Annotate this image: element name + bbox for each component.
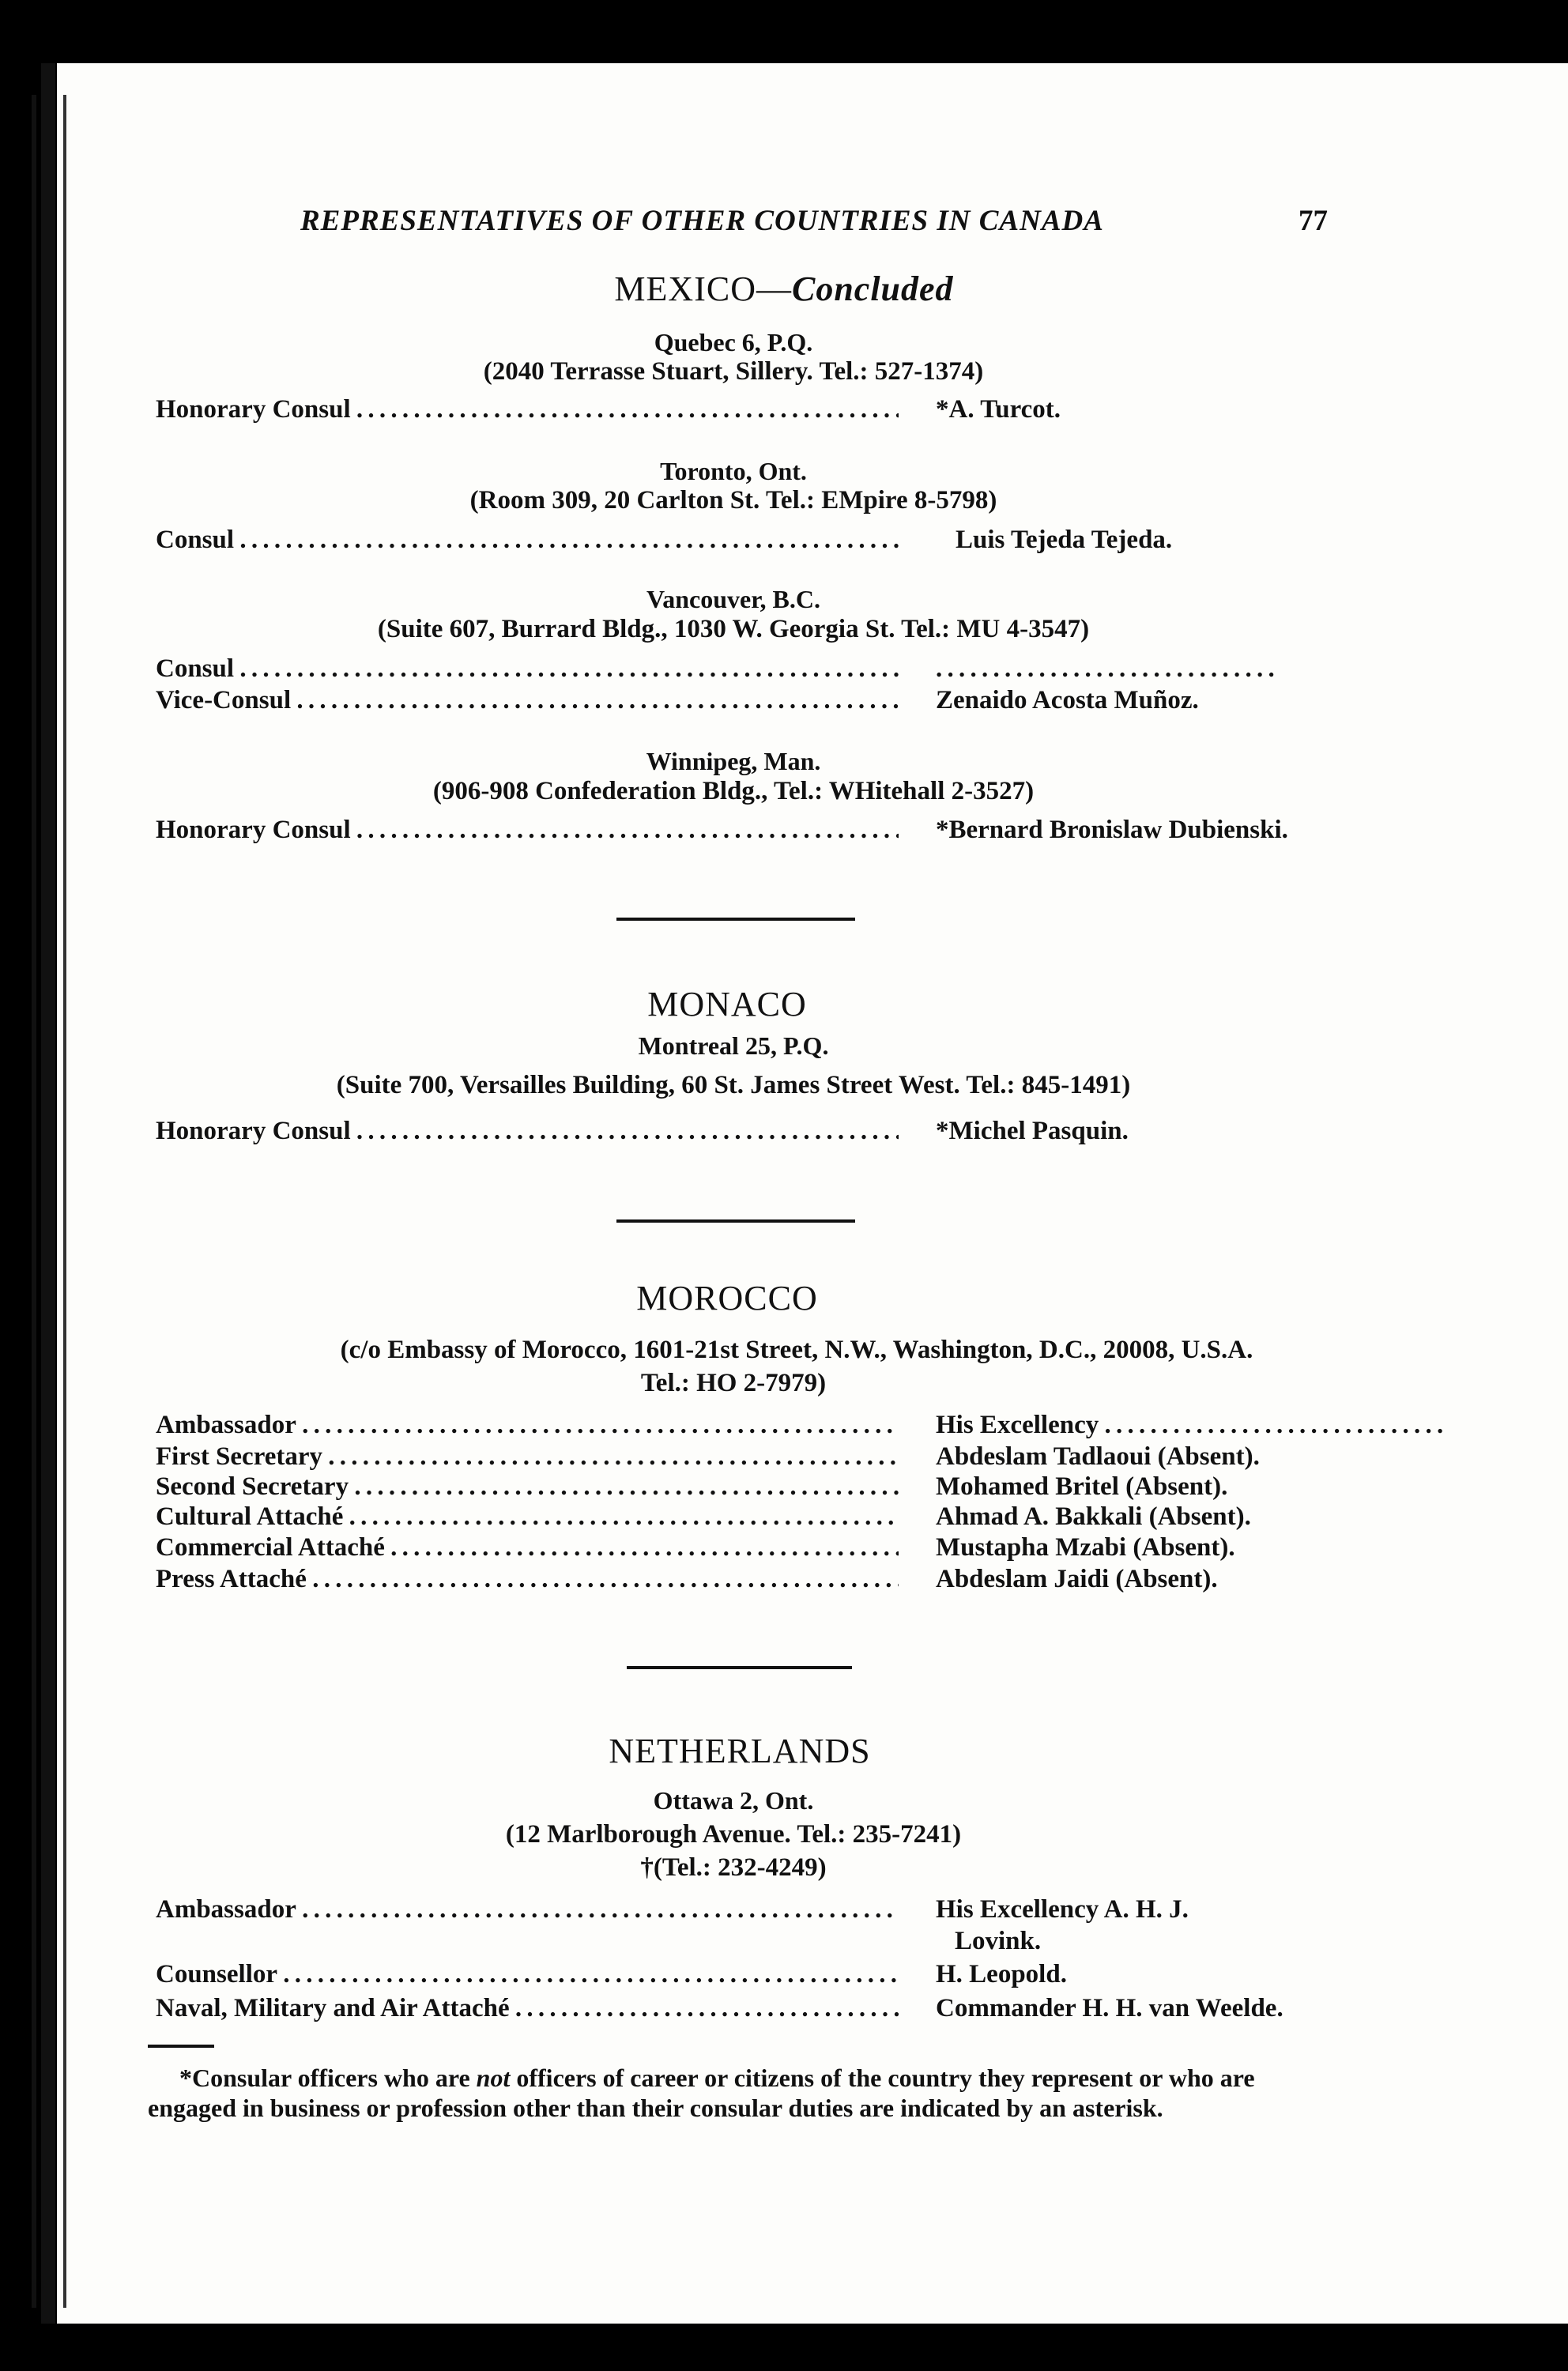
entry-role: Ambassador . . . — [156, 1411, 899, 1440]
entry-row — [156, 1502, 1333, 1534]
footnote-rule — [148, 2045, 214, 2048]
section-divider — [616, 918, 855, 921]
address-toronto: (Room 309, 20 Carlton St. Tel.: EMpire 8-5798) — [469, 486, 997, 515]
page-number: 77 — [1298, 205, 1328, 237]
entry-name: *Michel Pasquin. — [936, 1117, 1129, 1145]
scan-bottom-border — [0, 2324, 1568, 2371]
entry-row — [156, 526, 1333, 557]
entry-name-continued: Lovink. — [955, 1927, 1042, 1955]
section-divider — [627, 1666, 852, 1669]
entry-role: Counsellor . . . — [156, 1960, 899, 1989]
section-divider — [616, 1219, 855, 1223]
binding-edge — [32, 95, 36, 2308]
entry-row — [156, 1411, 1333, 1442]
entry-role: Commercial Attaché . . . — [156, 1533, 899, 1562]
address-vancouver: (Suite 607, Burrard Bldg., 1030 W. Georgia St. Tel.: MU 4-3547) — [377, 615, 1090, 643]
entry-name: Abdeslam Jaidi (Absent). — [936, 1565, 1218, 1593]
address-netherlands: (12 Marlborough Avenue. Tel.: 235-7241) — [505, 1820, 962, 1849]
entry-role: Honorary Consul . . . — [156, 395, 899, 424]
entry-row — [156, 654, 1333, 686]
entry-role: Honorary Consul . . . — [156, 816, 899, 845]
section-title-monaco: MONACO — [647, 985, 807, 1023]
entry-role: Honorary Consul . . . — [156, 1117, 899, 1146]
section-title-mexico — [0, 269, 1568, 309]
address-quebec: (2040 Terrasse Stuart, Sillery. Tel.: 527-1374) — [483, 357, 984, 386]
entry-row — [156, 1960, 1333, 1992]
entry-row — [156, 395, 1333, 427]
entry-role: Consul . . . — [156, 654, 899, 684]
city-toronto: Toronto, Ont. — [660, 457, 807, 485]
footnote-text-b: officers of career or citizens of the country they represent or who are engaged in business or profession other than their consular duties are indicated by an asterisk. — [148, 2064, 1255, 2122]
entry-role: Cultural Attaché . . . — [156, 1502, 899, 1532]
section-title-netherlands: NETHERLANDS — [609, 1732, 871, 1770]
entry-role: Naval, Military and Air Attaché . . . — [156, 1994, 899, 2023]
binding-edge-inner — [63, 95, 66, 2308]
entry-role: Press Attaché . . . — [156, 1565, 899, 1594]
entry-name: Luis Tejeda Tejeda. — [956, 526, 1173, 554]
entry-name: Commander H. H. van Weelde. — [936, 1994, 1283, 2022]
entry-role: First Secretary . . . — [156, 1442, 899, 1472]
entry-row — [156, 1117, 1333, 1148]
entry-role: Ambassador . . . — [156, 1895, 899, 1924]
entry-role: Consul . . . — [156, 526, 899, 555]
entry-name: His Excellency A. H. J. — [936, 1895, 1189, 1924]
footnote-text-a: Consular officers who are — [192, 2064, 477, 2092]
entry-name-vacant — [936, 654, 1274, 684]
entry-name: Zenaido Acosta Muñoz. — [936, 686, 1199, 714]
entry-row — [156, 1994, 1333, 2026]
binding-edge-thick — [41, 63, 55, 2324]
entry-row — [156, 1472, 1333, 1504]
asterisk-mark: * — [179, 2064, 192, 2092]
mexico-title: MEXICO— — [614, 270, 792, 308]
entry-row — [156, 1895, 1333, 1955]
address-morocco-line1: (c/o Embassy of Morocco, 1601-21st Street, N.W., Washington, D.C., 20008, U.S.A. — [340, 1336, 1253, 1364]
entry-role: Vice-Consul . . . — [156, 686, 899, 715]
city-montreal: Montreal 25, P.Q. — [638, 1031, 829, 1060]
entry-role: Second Secretary . . . — [156, 1472, 899, 1502]
address-monaco: (Suite 700, Versailles Building, 60 St. James Street West. Tel.: 845-1491) — [336, 1071, 1131, 1099]
entry-name: *A. Turcot. — [936, 395, 1061, 424]
entry-name: Ahmad A. Bakkali (Absent). — [936, 1502, 1251, 1531]
city-quebec: Quebec 6, P.Q. — [654, 328, 813, 356]
entry-name: Abdeslam Tadlaoui (Absent). — [936, 1442, 1260, 1471]
entry-row — [156, 1533, 1333, 1565]
entry-name: Mustapha Mzabi (Absent). — [936, 1533, 1235, 1562]
entry-row — [156, 816, 1333, 847]
city-vancouver: Vancouver, B.C. — [646, 585, 820, 613]
entry-row — [156, 686, 1333, 718]
city-ottawa: Ottawa 2, Ont. — [653, 1786, 814, 1815]
section-title-morocco: MOROCCO — [636, 1279, 818, 1317]
footnote — [148, 2063, 1333, 2123]
entry-name: His Excellency . . . — [936, 1411, 1442, 1440]
entry-name: *Bernard Bronislaw Dubienski. — [936, 816, 1288, 844]
entry-row — [156, 1565, 1333, 1596]
entry-name: H. Leopold. — [936, 1960, 1067, 1988]
address-winnipeg: (906-908 Confederation Bldg., Tel.: WHitehall 2-3527) — [432, 777, 1035, 805]
running-header: REPRESENTATIVES OF OTHER COUNTRIES IN CANADA — [300, 205, 1104, 237]
mexico-title-suffix: Concluded — [791, 270, 954, 308]
footnote-emphasis: not — [476, 2064, 511, 2092]
entry-name: Mohamed Britel (Absent). — [936, 1472, 1228, 1501]
entry-row — [156, 1442, 1333, 1474]
city-winnipeg: Winnipeg, Man. — [646, 747, 821, 775]
address-morocco-line2: Tel.: HO 2-7979) — [640, 1369, 827, 1397]
address-netherlands-alt: †(Tel.: 232-4249) — [640, 1853, 827, 1882]
